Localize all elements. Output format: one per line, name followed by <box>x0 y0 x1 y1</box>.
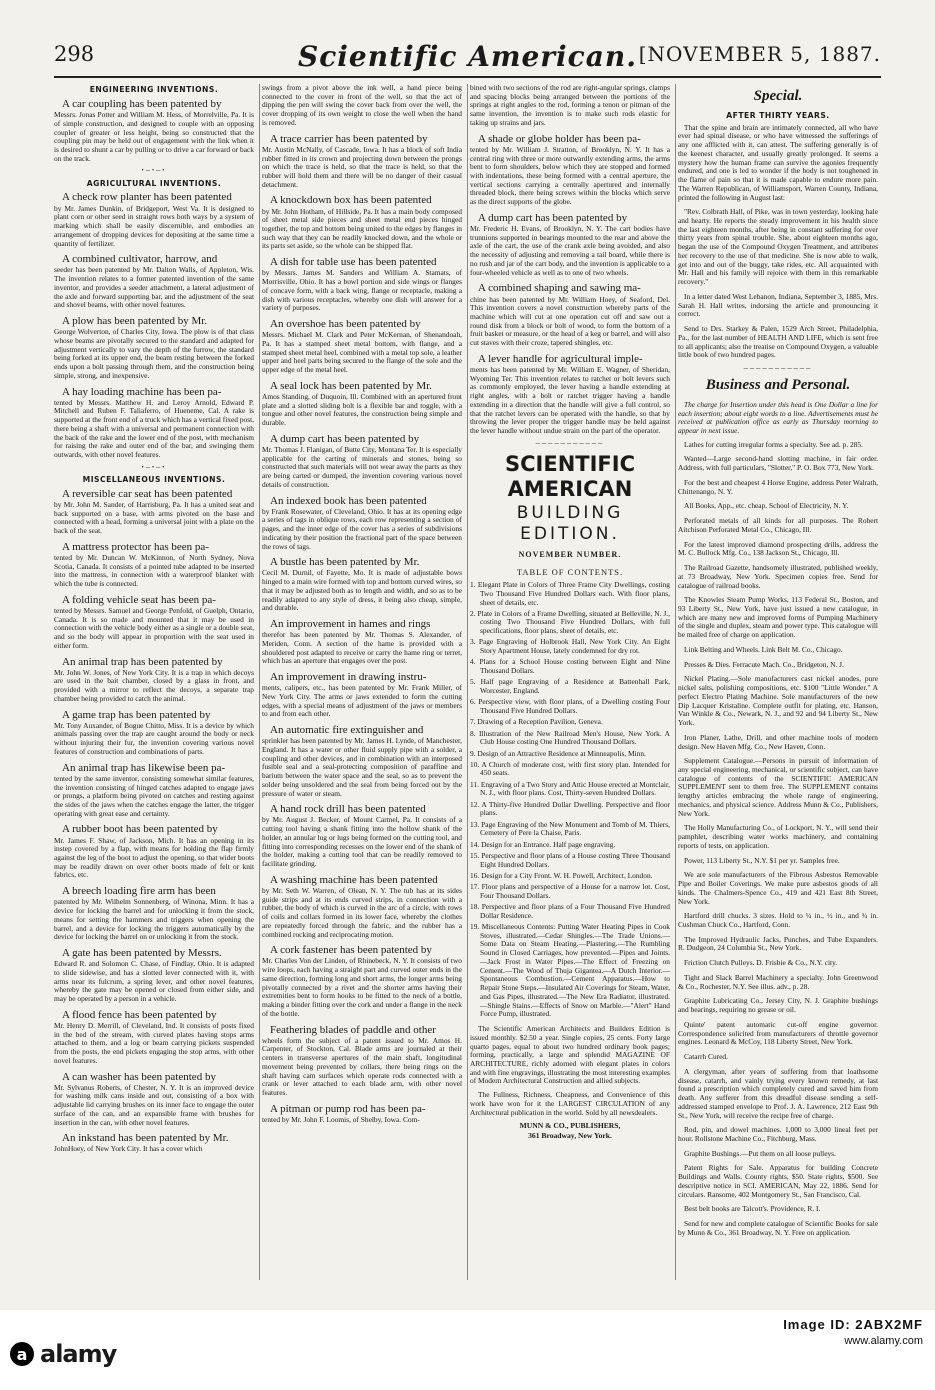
page-number: 298 <box>54 42 95 66</box>
item-body: by Frank Rosewater, of Cleveland, Ohio. It has at its opening edge a series of tags in oblique rows, each row representing a section of pages, and the inner edge of the cover has a series of subdivisions indicating by their position the fractional part of the space between the rows of tags. <box>262 506 462 551</box>
sa-blurb-2: The Fullness, Richness, Cheapness, and Convenience of this work have won for it the LARGEST CIRCULATION of any Architectural publication in the world. Sold by all newsdealers. <box>470 1090 670 1117</box>
patent-item <box>54 191 254 248</box>
item-body: by Mr. James Dunkin, of Bridgeport, West Va. It is designed to plant corn or other seed in straight rows both ways by a system of marking which shall be easily discernible, and embodies an arrangement of dropping devices for depositing at the same time a quantity of fertilizer. <box>54 203 254 248</box>
patent-item <box>262 433 462 490</box>
patent-item <box>470 84 670 128</box>
toc-item: 8. Illustration of the New Railroad Men's House, New York. A Club House costing One Hundred Thousand Dollars. <box>470 728 670 747</box>
header-rule <box>54 76 881 78</box>
special-paragraph: That the spine and brain are intimately connected, all who have ever had spinal disease, or who have witnessed the sufferings of any one afflicted with it, can attest. The suffering generally is of the keenest character, and usually greatly prolonged. It seems a mystery how the human frame can survive the agonies frequently endured, and one is led to wonder if the body is not toughened in the flame of pain so that it is made capable to endure more pain. The Warren Republican, of Williamsport, Warren County, Indiana, printed the following in August last: <box>678 122 878 202</box>
item-body: tented by Messrs. Samuel and George Penfold, of Guelph, Ontario, Canada. It is so made and mounted that it may be used in connection with the vehicle body either as a single or a double seat, and so the body will appear in proportion with the seat used in either form. <box>54 605 254 650</box>
patent-item <box>262 944 462 1018</box>
table-of-contents <box>470 581 670 1019</box>
item-body: sprinkler has been patented by Mr. James H. Lynde, of Manchester, England. It has a water or other fluid supply pipe with a solder, a coupling and other devices, and in combination with an interposed fusible seal and a seal-protecting composition of paraffine and barium between the water space and the seal, so as to prevent the solder being unsoldered and the seal from being forced out by the pressure of water or steam. <box>262 736 462 798</box>
patent-item <box>470 212 670 278</box>
special-paragraphs <box>678 124 878 360</box>
patent-item <box>262 256 462 313</box>
patent-item <box>54 541 254 589</box>
item-body: Mr. Austin McNally, of Cascade, Iowa. It has a block of soft India rubber fitted in its crown and projecting down between the prongs on which the trace is held, so that the trace is held, so that the rubber will hold them and there will be no danger of their casual detachment. <box>262 144 462 189</box>
patent-item <box>262 671 462 719</box>
publisher-address: 361 Broadway, New York. <box>528 1131 612 1141</box>
business-item: For the latest improved diamond prospecting drills, address the M. C. Bullock Mfg. Co., 138 Jackson St., Chicago, Ill. <box>678 539 878 558</box>
item-lead: A cork fastener has been patented by <box>270 944 432 957</box>
sa-blurb: The Scientific American Architects and Builders Edition is issued monthly. $2.50 a year. Single copies, 25 cents. Forty large quarto pages, equal to about two hundred ordinary book pages; forming, practically, a large and splendid MAGAZINE OF ARCHITECTURE, richly adorned with elegant plates in colors and with fine engravings, illustrating the most interesting examples of Modern Architectural Construction and allied subjects. <box>470 1024 670 1086</box>
item-body: chine has been patented by Mr. William Hoey, of Seaford, Del. This invention covers a novel construction whereby parts of the machine which will cut at one operation cut off and saw out a round disk from a block or bolt of wood, to form the bottom of a fruit basket or measure, or the head of a keg or barrel, and will also cut staves with their croze, tapered shingles, etc. <box>470 294 670 348</box>
separator: ─────────── <box>535 440 605 447</box>
issue-date: [NOVEMBER 5, 1887. <box>638 42 881 66</box>
toc-item: 15. Perspective and floor plans of a House costing Three Thousand Eight Hundred Dollars. <box>470 850 670 869</box>
patent-item <box>54 315 254 381</box>
item-body: Mr. Frederic H. Evans, of Brooklyn, N. Y. The cart bodies have trunnions supported in bearings mounted to the rear and above the axle of the cart, the use of the crank axle being avoided, and also the necessity of adjusting and removing a tail board, while there is no rush and jar of the cart body, and the invention is applicable to a four-wheeled vehicle as well as to one of two wheels. <box>470 224 670 277</box>
patent-item <box>262 495 462 552</box>
patent-item <box>262 724 462 798</box>
item-lead: A washing machine has been patented <box>270 873 438 886</box>
toc-item: 19. Miscellaneous Contents: Putting Water Heating Pipes in Cook Stoves, illustrated.—Cedar Shingles.—The Trade Unions.—Some Data on Steam Heating.—Plastering.—The Rumbling Sound in Closed Carriages, how prevented.—Pipes and Joints.—Jack Frost in Water Pipes.—The Effect of Freezing on Cement.—The Wood of Thuja Gigantea.—A Dutch Interior.—Spontaneous Combustion.—Cement Apparatus.—How to Repair Stone Steps.—Insulated Air Coverings for Steam, Water, and Gas Pipes, illustrated.—The New Era Radiator, illustrated.—Shingle Stains.—Effects of Snow on Marble.—"Alert" Hand Force Pump, illustrated. <box>470 922 670 1019</box>
item-lead: A folding vehicle seat has been pa- <box>62 593 216 606</box>
item-body: bined with two sections of the rod are right-angular springs, clamps and spacing blocks being arranged between the portions of the springs at right angles to the rod, forming a tenon or pitman of the same invention, the invention is to make such rods elastic for taking up strains and jars. <box>470 84 670 127</box>
toc-item: 1. Elegant Plate in Colors of Three Frame City Dwellings, costing Two Thousand Five Hundred Dollars each. With floor plans, sheet of details, etc. <box>470 580 670 607</box>
business-heading: Business and Personal. <box>705 377 851 394</box>
item-body: tented by the same inventor, consisting somewhat similar features, the invention consisting of hinged catches adapted to engage jaws or prongs, a platform being pivoted on catches and resting against the sides of the jaws when the catches engage the latter, the trigger operating with great ease and certainty. <box>54 773 254 818</box>
item-body: JohnHoey, of New York City. It has a cover which <box>54 1144 203 1154</box>
patent-item <box>54 386 254 460</box>
item-body: tented by Messrs. Matthew H. and Leroy Arnold, Edward P. Mitchell and Ruben F. Taliaferro, of Hueneme, Cal. A rake is supported at the front end of a truck which has a vertical fixed post, there being a shaft with a universal and permanent connection with the back of the rake and the lower end of the post, with mechanism for raising the rake and outer end of the bar, and swinging them outwards, with other novel features. <box>54 397 254 460</box>
after-thirty-years-heading: AFTER THIRTY YEARS. <box>726 110 830 120</box>
item-lead: Feathering blades of paddle and other <box>270 1023 436 1036</box>
item-lead: A check row planter has been patented <box>62 191 232 204</box>
item-body: therefor has been patented by Mr. Thomas S. Alexander, of Meriden, Conn. A section of the hame is provided with a shouldered post adapted to receive or carry the hame ring or terret, which has an aperture that engages over the post. <box>262 630 462 666</box>
item-lead: An inkstand has been patented by Mr. <box>62 1132 229 1145</box>
patent-item <box>262 1024 462 1098</box>
item-body: by Mr. August J. Becker, of Mount Carmel, Pa. It consists of a cutting tool having a shank fitting into the hollow shank of the holder, an annular lug or lugs being formed on the cutting tool, and fitting into corresponding recesses on the lower end of the shank of the holder, making a cutting tool that can be readily removed to facilitate grinding. <box>262 815 462 869</box>
toc-item: 6. Perspective view, with floor plans, of a Dwelling costing Four Thousand Five Hundred Dollars. <box>470 697 670 716</box>
item-lead: A combined shaping and sawing ma- <box>478 282 641 295</box>
item-lead: An indexed book has been patented <box>270 494 427 507</box>
stock-info <box>783 1316 923 1350</box>
toc-item: 12. A Thirty-five Hundred Dollar Dwelling. Perspective and floor plans. <box>470 799 670 818</box>
column-divider <box>675 84 676 1280</box>
item-body: seeder has been patented by Mr. Dalton Walls, of Appleton, Wis. The invention relates to a former patented invention of the same inventor, and provides a seeder attachment, a lateral adjustment of the axle and forward supporting bar, and the adjustment of the seat and shovel beams, with other novel features. <box>54 265 254 310</box>
business-item: Presses & Dies. Ferracute Mach. Co., Bridgeton, N. J. <box>684 659 844 669</box>
toc-item: 9. Design of an Attractive Residence at Minneapolis, Minn. <box>470 748 646 758</box>
item-body: tented by Mr. John F. Loomis, of Shelby, Iowa. Com- <box>262 1114 420 1124</box>
item-lead: A gate has been patented by Messrs. <box>62 946 222 959</box>
business-item: Friction Clutch Pulleys. D. Frisbie & Co., N.Y. city. <box>684 958 838 968</box>
item-lead: A pitman or pump rod has been pa- <box>270 1102 426 1115</box>
patent-item <box>262 133 462 190</box>
item-body: George Wolverton, of Charles City, Iowa. The plow is of that class whose beams are pivotally secured to the standard and adapted for adjustment vertically to vary the depth of the furrow, the standard being forked at its upper end, the beam resting between the forked ends upon a bolt passing through them, and the construction being simple, strong, and inexpensive. <box>54 327 254 380</box>
masthead: Scientific American. <box>298 40 637 73</box>
item-lead: A dump cart has been patented by <box>478 211 628 224</box>
item-lead: A knockdown box has been patented <box>270 194 432 207</box>
item-lead: An automatic fire extinguisher and <box>270 724 424 737</box>
patent-item <box>262 84 462 128</box>
sa-building-title: SCIENTIFIC AMERICAN <box>505 451 635 501</box>
item-lead: An improvement in drawing instru- <box>270 671 427 684</box>
item-body: swings from a pivot above the ink well, a hand piece being connected to the cover in front of the well, so that the act of dipping the pen will swing the cover back from over the well, the cover dropping of its own weight to close the well when the hand is removed. <box>262 84 462 127</box>
item-body: Messrs. Jonas Potter and William M. Hess, of Morrelville, Pa. It is of simple construction, and designed to couple with an opposing coupler of greater or less height, being so constructed that the coupling pin may be held out of engagement with the link when it is desired to shunt a car by pulling or to drive a car forward or back on the track. <box>54 110 254 163</box>
page-header <box>54 40 881 72</box>
patent-item <box>262 618 462 666</box>
patent-item <box>54 1071 254 1128</box>
patent-item <box>262 380 462 428</box>
sa-building-subtitle: BUILDING EDITION. <box>516 503 624 544</box>
item-lead: A dump cart has been patented by <box>270 432 420 445</box>
business-item: Supplement Catalogue.—Persons in pursuit of information of any special engineering, mechanical, or scientific subject, can have catalogue of contents of the SCIENTIFIC AMERICAN SUPPLEMENT sent to them free. The SUPPLEMENT contains lengthy articles embracing the whole range of engineering, mechanics, and physical science. Address Munn & Co., Publishers, New York. <box>678 756 878 818</box>
item-body: wheels form the subject of a patent issued to Mr. Amos H. Carpenter, of Stockton, Cal. Blade arms are journaled at their centers in transverse apertures of the main shaft, longitudinal movement being prevented by collars, there being rings on the shaft having cam surfaces which operate rods connected with a crank or lever attached to each blade arm, with other novel features. <box>262 1035 462 1098</box>
item-lead: A seal lock has been patented by Mr. <box>270 379 432 392</box>
patent-item <box>54 885 254 942</box>
patent-item <box>54 1132 254 1154</box>
business-item: All Books, App., etc. cheap. School of Electricity, N. Y. <box>684 501 849 511</box>
toc-item: 7. Drawing of a Reception Pavilion, Geneva. <box>470 717 603 727</box>
business-item: Perforated metals of all kinds for all purposes. The Robert Aitchison Perforated Metal Co., Chicago, Ill. <box>678 516 878 534</box>
toc-item: 14. Design for an Entrance. Half page engraving. <box>470 839 616 849</box>
column-3-items <box>470 84 670 436</box>
toc-item: 16. Design for a City Front. W. H. Powell, Architect, London. <box>470 870 653 880</box>
item-lead: A dish for table use has been patented <box>270 256 437 269</box>
business-item: Quinte' patent automatic cut-off engine governor. Correspondence solicited from manufacturers of throttle governor engines. Leonard & McCoy, 118 Liberty Street, New York. <box>678 1019 878 1047</box>
business-item: For the best and cheapest 4 Horse Engine, address Peter Walrath, Chittenango, N. Y. <box>678 477 878 496</box>
toc-item: 11. Engraving of a Two Story and Attic House erected at Montclair, N. J., with floor plans. Cost, Thirty-seven Hundred Dollars. <box>470 779 670 798</box>
item-body: ments, calipers, etc., has been patented by Mr. Frank Miller, of New York City. The arms or jaws extended to form the cutting edges, with a special means of adjustment of the jaws or members to and from each other. <box>262 683 462 719</box>
patent-item <box>54 947 254 1004</box>
item-lead: A shade or globe holder has been pa- <box>478 132 641 145</box>
item-body: Messrs. Michael M. Clark and Peter McKernan, of Shenandoah, Pa. It has a stamped sheet metal bottom, with flange, and a stamped sheet metal heel, combined with a metal top sole, a leather upper and heel parts being secured to the flange of the sole and the upper edge of the metal heel. <box>262 330 462 374</box>
image-id: Image ID: 2ABX2MF <box>783 1317 923 1332</box>
item-lead: A hay loading machine has been pa- <box>62 385 222 398</box>
patent-item <box>470 282 670 348</box>
item-lead: A bustle has been patented by Mr. <box>270 556 420 569</box>
business-item: A clergyman, after years of suffering from that loathsome disease, catarrh, and vainly trying every known remedy, at last found a prescription which completely cured and saved him from death. Any sufferer from this dreadful disease sending a self-addressed stamped envelope to Prof. J. A. Lawrence, 212 East 9th St., New York, will receive the recipe free of charge. <box>678 1066 878 1120</box>
patent-item <box>262 874 462 940</box>
item-lead: A reversible car seat has been patented <box>62 487 233 500</box>
patent-item <box>262 803 462 869</box>
toc-item: 4. Plans for a School House costing between Eight and Nine Thousand Dollars. <box>470 657 670 676</box>
column-divider <box>259 84 260 1280</box>
separator: ─────────── <box>743 366 813 372</box>
special-heading: Special. <box>753 88 803 104</box>
item-body: Edward R. and Solomon C. Chase, of Findlay, Ohio. It is adapted to slide sidewise, and has a slotted lever connected with it, with arms near its fulcrum, a spring lever, and other novel features, whereby the gate may be opened or closed from either side, and may be operated by a person in a vehicle. <box>54 959 254 1003</box>
item-lead: A car coupling has been patented by <box>62 97 222 110</box>
item-lead: A rubber boot has been patented by <box>62 823 218 836</box>
item-lead: An improvement in hames and rings <box>270 618 431 631</box>
toc-item: 17. Floor plans and perspective of a House for a narrow lot. Cost, Four Thousand Dollars. <box>470 882 670 900</box>
item-lead: An animal trap has been patented by <box>62 655 223 668</box>
business-item: Wanted—Large second-hand slotting machine, in fair order. Address, with full particulars, "Slotter," P. O. Box 773, New York. <box>678 454 878 473</box>
business-item: Link Belting and Wheels. Link Belt M. Co., Chicago. <box>684 644 843 654</box>
item-lead: A can washer has been patented by <box>62 1070 216 1083</box>
patent-item <box>54 98 254 164</box>
toc-heading: TABLE OF CONTENTS. <box>516 567 624 578</box>
special-paragraph: In a letter dated West Lebanon, Indiana, September 3, 1885, Mrs. Sarah H. Hall writes, indorsing the article and pronouncing it correct. <box>678 291 878 319</box>
business-item: Graphite Bushings.—Put them on all loose pulleys. <box>684 1148 836 1158</box>
business-item: Send for new and complete catalogue of Scientific Books for sale by Munn & Co., 361 Broadway, N. Y. Free on application. <box>678 1219 878 1237</box>
patent-item <box>54 656 254 704</box>
business-items <box>678 441 878 1238</box>
business-item: Hartford drill chucks. 3 sizes. Hold to ¼ in., ½ in., and ¾ in. Cushman Chuck Co., Hartford, Conn. <box>678 911 878 930</box>
business-item: The Knowles Steam Pump Works, 113 Federal St., Boston, and 93 Liberty St., New York, have just issued a new catalogue, in which are many new and improved forms of Pumping Machinery of the single and duplex, steam and power type. This catalogue will be mailed free of charge on application. <box>678 595 878 640</box>
item-lead: A breech loading fire arm has been <box>62 885 216 898</box>
item-lead: A game trap has been patented by <box>62 708 211 721</box>
toc-item: 13. Page Engraving of the New Monument and Tomb of M. Thiers, Cemetery of Pere la Chaise, Paris. <box>470 819 670 838</box>
item-lead: An overshoe has been patented by <box>270 317 421 330</box>
patent-item <box>54 594 254 651</box>
item-body: Mr. Sylvanus Roberts, of Chester, N. Y. It is an improved device for washing milk cans inside and out, consisting of a box with adjustable lid carrying brushes on its inner face to engage the outer surface of the can, and an expansible frame with brushes for insertion in the can, with other novel features. <box>54 1082 254 1127</box>
patent-item <box>262 556 462 613</box>
column-1 <box>54 84 254 1284</box>
item-lead: A lever handle for agricultural imple- <box>478 352 643 365</box>
patent-item <box>54 823 254 880</box>
patent-item <box>54 709 254 757</box>
business-item: Power, 113 Liberty St., N.Y. $1 per yr. Samples free. <box>684 855 840 865</box>
item-body: Mr. Thomas J. Flanigan, of Butte City, Montana Ter. It is especially applicable for the carting of minerals and stones, being so constructed that such materials will not wear away the parts as they are being carted or dumped, the invention covering various novel details of construction. <box>262 444 462 489</box>
item-body: patented by Mr. Wilhelm Sonnenberg, of Winona, Minn. It has a device for locking the barrel and for unlocking it from the stock, means for setting the hammers and triggers when opening the barrel, and a device for locking the triggers automatically by the device for locking the barrel on or unlocking it from the stock. <box>54 897 254 942</box>
item-body: Mr. John W. Jones, of New York City. It is a trap in which decoys are used in the bait chamber, closed by a glass in front, and provided with a mirror to reflect the decoys, a separate trap chamber being provided to catch the animal. <box>54 667 254 703</box>
item-lead: A hand rock drill has been patented <box>270 803 426 816</box>
toc-item: 5. Half page Engraving of a Residence at Battenhall Park, Worcester, England. <box>470 677 670 696</box>
patent-item <box>54 488 254 536</box>
business-item: The Improved Hydraulic Jacks, Punches, and Tube Expanders. R. Dudgeon, 24 Columbia St., New York. <box>678 934 878 953</box>
business-item: The Holly Manufacturing Co., of Lockport, N. Y., will send their pamphlet, describing water works machinery, and containing reports of tests, on application. <box>678 823 878 850</box>
business-item: The Railroad Gazette, handsomely illustrated, published weekly, at 73 Broadway, New York. Specimen copies free. Send for catalogue of railroad books. <box>678 563 878 590</box>
patent-item <box>470 133 670 207</box>
item-body: Mr. Charles Von der Linden, of Rhinebeck, N. Y. It consists of two wire loops, each having a straight part and curved outer ends in the same direction, forming long and short arms, the longer arms being pivotally connected by a rivet and the shorter arms having their extremities bent to form hooks to be fitted to the neck of a bottle, making a binder fitting over the cork and under a flange in the neck of the bottle. <box>262 956 462 1018</box>
business-item: Graphite Lubricating Co., Jersey City, N. J. Graphite bushings and bearings, requiring no grease or oil. <box>678 996 878 1015</box>
patent-item <box>54 253 254 310</box>
patent-item <box>54 762 254 819</box>
item-lead: A mattress protector has been pa- <box>62 540 209 553</box>
business-item: Catarrh Cured. <box>684 1052 728 1062</box>
section-heading: ENGINEERING INVENTIONS. <box>89 85 219 94</box>
item-body: Amos Standing, of Duquoin, Ill. Combined with an apertured front plate and a slotted sliding bolt is a flexible bar and toggle, with a tongue and other novel features, the construction being simple and durable. <box>262 391 462 428</box>
item-body: by Mr. John Hotham, of Hillside, Pa. It has a main body composed of sheet metal side pieces and sheet metal end pieces hinged together, the top and bottom being united to the edges by flanges in such way that they can be readily knocked down, and the whole or its parts set aside, so the whole can be shipped flat. <box>262 206 462 251</box>
item-body: tented by Mr. William J. Stratton, of Brooklyn, N. Y. It has a central ring with three or more outwardly extending arms, the arms bent to form shoulders, below which they are stopped and formed with indentations, these being formed with a central aperture, the vertical sections carrying a centrally apertured and internally threaded block, there being screws within the blocks which serve as the direct supports of the globe. <box>470 144 670 207</box>
alamy-mark-icon: a <box>10 1342 34 1366</box>
item-body: by Mr. John M. Sander, of Harrisburg, Pa. It has a united seat and back supported on a base, with arms pivoted on the base and connected with a head, forming a universal joint with a plate on the back of the seat. <box>54 499 254 536</box>
item-lead: An animal trap has likewise been pa- <box>62 761 226 774</box>
business-item: Lathes for cutting irregular forms a specialty. See ad. p. 285. <box>684 439 863 449</box>
toc-item: 10. A Church of moderate cost, with first story plan. Intended for 450 seats. <box>470 759 670 778</box>
business-item: Best belt books are Talcott's. Providence, R. I. <box>684 1204 821 1214</box>
toc-item: 2. Plate in Colors of a Frame Dwelling, situated at Belleville, N. J., costing Two Thousand Five Hundred Dollars, with full specifications, floor plans, sheet of details, etc. <box>470 608 670 636</box>
publisher: MUNN & CO., PUBLISHERS, <box>519 1121 621 1131</box>
stock-watermark-bar <box>0 1310 935 1390</box>
item-lead: A combined cultivator, harrow, and <box>62 253 218 266</box>
business-item: Iron Planer, Lathe, Drill, and other machine tools of modern design. New Haven Mfg. Co., New Haven, Conn. <box>678 732 878 751</box>
item-body: Mr. James F. Shaw, of Jackson, Mich. It has an opening in its instep covered by a flap, with means for holding the flap firmly against the leg of the boot to adjust the opening, so that wider boots may be readily drawn on over other boots made of felt or knit fabrics, etc. <box>54 835 254 880</box>
item-lead: A flood fence has been patented by <box>62 1008 217 1021</box>
business-intro: The charge for Insertion under this head is One Dollar a line for each insertion; about eight words to a line. Advertisements must be received at publication office as early as Thursday morning to appear in next issue. <box>678 399 878 435</box>
item-body: ments has been patented by Mr. William E. Wagner, of Sheridan, Wyoming Ter. This invention relates to ratchet or bolt levers such as commonly employed, the lever having a handle extending at right angles, with a bolt or ratchet trigger having a handle extending in a direction that the handle will give a full control, so that the ratchet levers can be operated with the handle, so that by throwing the lever proper the trigger handle may be held against the lever handle without undue strain on the part of the operator. <box>470 365 670 436</box>
business-item: Patent Rights for Sale. Apparatus for building Concrete Buildings and Walls. County rights, $50. State rights, $500. See descriptive notice in SCI. AMERICAN, May 22, 1886. Send for circulars. Ransome, 402 Montgomery St., San Francisco, Cal. <box>678 1163 878 1199</box>
sa-month: NOVEMBER NUMBER. <box>518 549 622 559</box>
section-heading: MISCELLANEOUS INVENTIONS. <box>82 474 226 484</box>
item-body: Mr. Tony Auxander, of Bogue Chitto, Miss. It is a device by which animals passing over the trap are caught around the body or neck without injuring their fur, the invention covering various novel features of construction and combinations of parts. <box>54 720 254 756</box>
business-item: Nickel Plating.—Sole manufacturers cast nickel anodes, pure nickel salts, polishing compositions, etc. $100 "Little Wonder." A perfect Electro Plating Machine. Sole manufacturers of the new Dip Lacquer Kristaline. Complete outfit for plating, etc. Hanson, Van Winkle & Co., Newark, N. J., and 92 and 94 Liberty St., New York. <box>678 674 878 728</box>
toc-item: 3. Page Engraving of Holbrook Hall, New York City. An Eight Story Apartment House, lately condemned for dry rot. <box>470 637 670 656</box>
item-lead: A trace carrier has been patented by <box>270 132 428 145</box>
alamy-logo <box>10 1340 116 1368</box>
patent-item <box>262 1103 462 1125</box>
special-paragraph: "Rev. Colbrath Hall, of Pike, was in town yesterday, looking hale and hearty. He reports the steady improvement in his health since the last eighteen months, after being in constant suffering for over thirty years from spinal trouble. She, about eighteen months ago, began the use of the Compound Oxygen Treatment, and attributes her recovery to the use of that medicine. She is now able to walk, get into and out of the buggy, take rides, etc. All acquainted with Mr. Hall and his family will rejoice with them in this remarkable recovery." <box>678 207 878 287</box>
toc-item: 18. Perspective and floor plans of a Four Thousand Five Hundred Dollar Residence. <box>470 902 670 920</box>
column-divider <box>467 84 468 1280</box>
business-item: We are sole manufacturers of the Fibrous Asbestos Removable Pipe and Boiler Coverings. We make pure asbestos goods of all kinds. The Chalmers-Spence Co., 419 and 421 East 8th Street, New York. <box>678 870 878 906</box>
patent-item <box>262 318 462 375</box>
business-item: Tight and Slack Barrel Machinery a specialty. John Greenwood & Co., Rochester, N.Y. See illus. adv., p. 28. <box>678 972 878 991</box>
patent-item <box>262 194 462 251</box>
item-body: Mr. Henry D. Merrill, of Cleveland, Ind. It consists of posts fixed in the bed of the stream, with curved plates having stops arms attached to them, and a log or beam carrying pickets suspended from the posts, the end pickets engaging the stop arms, with other novel features. <box>54 1020 254 1065</box>
column-4 <box>678 84 878 1284</box>
section-heading: AGRICULTURAL INVENTIONS. <box>86 178 222 188</box>
column-3 <box>470 84 670 1284</box>
item-body: Cecil M. Durnil, of Fayette, Mo. It is made of adjustable bows hinged to a main wire formed with top and bottom curved wires, so that it may be adjusted both as to length and width, and so as to be readily adapted to any style of dress, it being also cheap, simple, and durable. <box>262 568 462 613</box>
item-body: tented by Mr. Duncan W. McKinnon, of North Sydney, Nova Scotia, Canada. It consists of a pointed tube adapted to be inserted into the mattress, in connection with a waterproof blanket with which the tube is connected. <box>54 552 254 589</box>
separator: •─•─• <box>141 464 167 471</box>
item-body: by Mr. Seth W. Warren, of Olean, N. Y. The tub has at its sides guide strips and at its ends curved strips, in connection with a rubber, the body of which is curved in the arc of a circle, with rows of coils and collars formed in its lower face, whereby the clothes are repeatedly forced through the fabric, and the rubber has a combined rocking and reciprocating motion. <box>262 885 462 939</box>
alamy-wordmark: alamy <box>40 1340 117 1368</box>
item-lead: A plow has been patented by Mr. <box>62 315 208 328</box>
separator: •─•─• <box>141 168 167 175</box>
business-item: Rod, pin, and dowel machines. 1,000 to 3,000 lineal feet per hour. Rollstone Machine Co., Fitchburg, Mass. <box>678 1125 878 1143</box>
patent-item <box>54 1009 254 1066</box>
patent-item <box>470 353 670 436</box>
special-paragraph: Send to Drs. Starkey & Palen, 1529 Arch Street, Philadelphia, Pa., for the last number of HEALTH AND LIFE, which is sent free to all applicants; also the treatise on Compound Oxygen, a valuable little book of two hundred pages. <box>678 324 878 360</box>
stock-url: www.alamy.com <box>844 1335 923 1348</box>
item-body: by Messrs. James M. Sanders and William A. Stamats, of Morrisville, Ohio. It has a bowl portion and side wings or flanges of concave form, with a back wing, flange or receptacle, making a dish with various receptacles, whereby one dish will answer for a variety of purposes. <box>262 268 462 313</box>
column-2 <box>262 84 462 1284</box>
